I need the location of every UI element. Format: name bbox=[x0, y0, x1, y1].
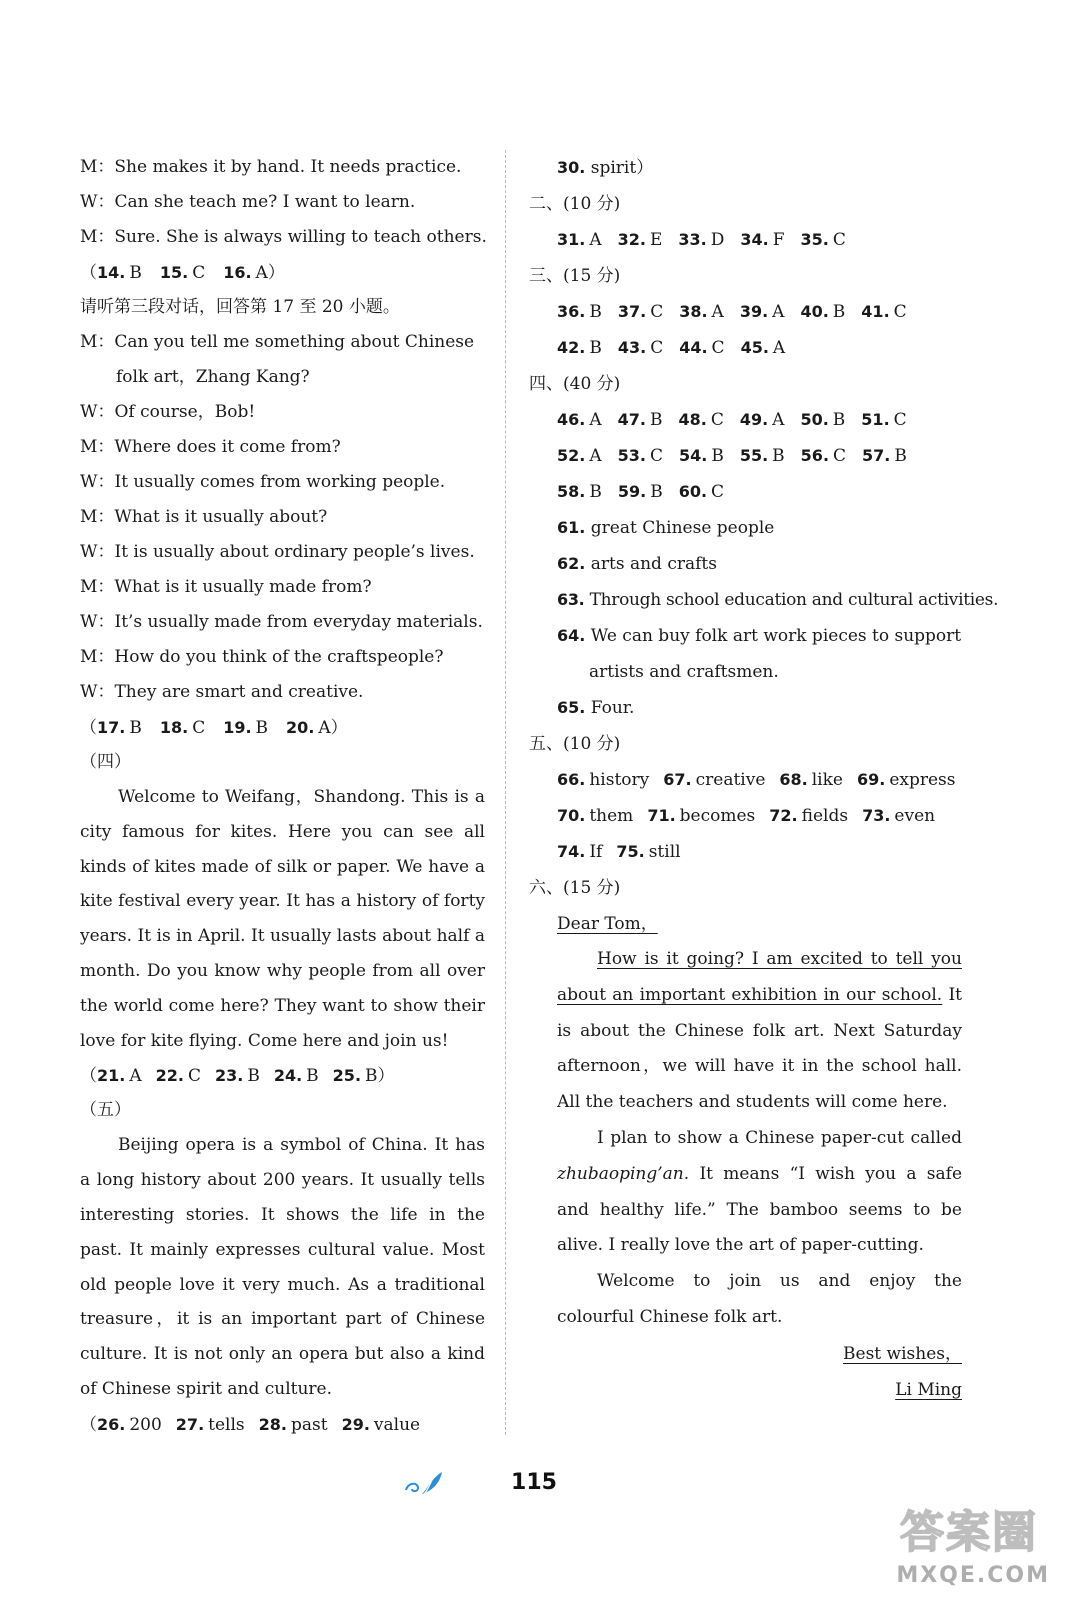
dialog-line-continued: folk art，Zhang Kang? bbox=[116, 367, 310, 387]
answer-number: 19. bbox=[223, 718, 252, 737]
answer-number: 75. bbox=[616, 842, 645, 861]
watermark-url: MXQE.COM bbox=[896, 1563, 1050, 1588]
answer-value: Four. bbox=[590, 698, 635, 718]
answer-number: 67. bbox=[663, 770, 692, 789]
page-footer bbox=[0, 1470, 1068, 1495]
answer-value: C bbox=[893, 302, 907, 322]
answer-item bbox=[286, 710, 348, 746]
answer-value: C bbox=[187, 1066, 201, 1087]
answer-item bbox=[259, 1407, 328, 1443]
answer-paren: （ bbox=[80, 1066, 97, 1087]
answer-number: 47. bbox=[617, 410, 646, 429]
answer-number: 58. bbox=[557, 482, 586, 501]
answer-number: 44. bbox=[679, 338, 708, 357]
letter-paragraph-1 bbox=[557, 942, 962, 1121]
answer-value: them bbox=[589, 806, 634, 826]
answer-value: spirit） bbox=[590, 158, 654, 178]
answer-item bbox=[678, 402, 723, 438]
dialog-line: M：Can you tell me something about Chinese bbox=[80, 332, 475, 352]
answer-item bbox=[861, 294, 906, 330]
answer-value: F bbox=[772, 230, 785, 250]
passage-beijing-opera bbox=[80, 1128, 485, 1406]
answer-number: 40. bbox=[800, 302, 829, 321]
answer-value: B bbox=[129, 718, 142, 738]
answer-value: C bbox=[710, 410, 724, 430]
answer-value: still bbox=[648, 842, 681, 862]
answer-number: 25. bbox=[332, 1066, 362, 1086]
dialog-line: M：Where does it come from? bbox=[80, 437, 341, 457]
answer-item bbox=[801, 438, 846, 474]
answer-value: We can buy folk art work pieces to support bbox=[590, 626, 962, 646]
answer-value: fields bbox=[801, 806, 849, 826]
answer-value: If bbox=[589, 842, 603, 862]
answer-value: C bbox=[832, 230, 846, 250]
answer-number: 49. bbox=[739, 410, 769, 429]
answer-item bbox=[800, 294, 845, 330]
answer-item bbox=[679, 294, 724, 330]
answer-value: C bbox=[833, 446, 847, 466]
answer-number: 52. bbox=[557, 446, 586, 465]
answer-number: 68. bbox=[779, 770, 808, 789]
dialog-block-b bbox=[80, 395, 485, 710]
dialog-line: M：She makes it by hand. It needs practice. bbox=[80, 157, 462, 177]
answer-row-66-69 bbox=[557, 762, 962, 798]
answer-item bbox=[740, 402, 785, 438]
answer-number: 14. bbox=[97, 263, 126, 282]
page-number: 115 bbox=[511, 1470, 557, 1495]
answer-number: 60. bbox=[678, 482, 708, 501]
answer-value: A bbox=[589, 410, 602, 430]
answer-63 bbox=[557, 582, 999, 618]
answer-value: tells bbox=[208, 1414, 245, 1435]
answer-value: B bbox=[649, 410, 663, 430]
answer-item bbox=[80, 255, 142, 291]
answer-number: 42. bbox=[557, 338, 586, 357]
dialog-line: W：It’s usually made from everyday materials. bbox=[80, 612, 483, 632]
answer-number: 64. bbox=[557, 626, 586, 645]
answer-item bbox=[557, 798, 633, 834]
answer-number: 53. bbox=[617, 446, 646, 465]
answer-number: 71. bbox=[647, 806, 676, 825]
answer-number: 18. bbox=[159, 718, 189, 737]
answer-value: great Chinese people bbox=[590, 518, 775, 538]
answer-value: B bbox=[772, 446, 785, 466]
answer-number: 41. bbox=[861, 302, 890, 321]
dialog-block-a bbox=[80, 150, 485, 255]
answer-number: 56. bbox=[800, 446, 830, 465]
answer-number: 70. bbox=[557, 806, 586, 825]
answer-item bbox=[740, 222, 784, 258]
answer-number: 15. bbox=[159, 263, 189, 282]
answer-row-14-16 bbox=[80, 255, 485, 290]
answer-value: C bbox=[192, 263, 206, 283]
answer-number: 23. bbox=[214, 1066, 244, 1086]
signature-text: Li Ming bbox=[895, 1379, 962, 1400]
section-heading-3: 三、(15 分) bbox=[529, 266, 621, 286]
answer-item bbox=[557, 402, 602, 438]
answer-item bbox=[618, 222, 663, 258]
answer-value: A bbox=[772, 302, 785, 322]
dialog-line: W：Of course，Bob! bbox=[80, 402, 256, 422]
answer-item bbox=[557, 294, 602, 330]
answer-row-52-57 bbox=[557, 438, 962, 474]
answer-item bbox=[801, 222, 846, 258]
answer-65 bbox=[557, 690, 962, 726]
paragraph-text: . It means “I wish you a safe and healthy life.” The bamboo seems to be alive. I really love the art of paper-cutting. bbox=[557, 1163, 962, 1256]
answer-item bbox=[740, 294, 785, 330]
answer-number: 51. bbox=[861, 410, 890, 429]
letter-paragraph-2 bbox=[557, 1121, 962, 1264]
letter-greeting bbox=[557, 906, 962, 942]
answer-64-continued: artists and craftsmen. bbox=[589, 662, 779, 682]
left-column bbox=[80, 150, 485, 1442]
underlined-opening: How is it going? I am excited to tell you about an important exhibition in our school. bbox=[557, 949, 962, 1005]
answer-number: 63. bbox=[557, 590, 585, 609]
answer-value: C bbox=[650, 338, 664, 358]
answer-row-36-41 bbox=[557, 294, 962, 330]
answer-value: B bbox=[589, 302, 602, 322]
answer-item bbox=[80, 1407, 162, 1443]
answer-number: 65. bbox=[557, 698, 586, 717]
answer-item bbox=[80, 1058, 142, 1094]
answer-number: 29. bbox=[341, 1414, 370, 1434]
dialog-line: M：What is it usually about? bbox=[80, 507, 328, 527]
answer-value: arts and crafts bbox=[590, 554, 717, 574]
dialog-line: W：Can she teach me? I want to learn. bbox=[80, 192, 416, 212]
answer-item bbox=[618, 330, 663, 366]
answer-value: A bbox=[589, 446, 602, 466]
answer-row-21-25 bbox=[80, 1058, 485, 1093]
answer-item bbox=[557, 438, 602, 474]
answer-value: B bbox=[129, 263, 142, 283]
answer-number: 38. bbox=[679, 302, 708, 321]
dialog-line: W：It usually comes from working people. bbox=[80, 472, 446, 492]
answer-number: 57. bbox=[862, 446, 891, 465]
answer-paren: （ bbox=[80, 1414, 97, 1435]
answer-value: value bbox=[373, 1414, 421, 1435]
answer-number: 32. bbox=[617, 230, 646, 249]
answer-item bbox=[679, 438, 724, 474]
answer-number: 35. bbox=[800, 230, 829, 249]
answer-number: 66. bbox=[557, 770, 586, 789]
answer-item bbox=[740, 438, 785, 474]
answer-value: B bbox=[255, 718, 269, 738]
answer-item bbox=[663, 762, 765, 798]
answer-value: 200 bbox=[129, 1414, 162, 1435]
passage-weifang bbox=[80, 780, 485, 1058]
answer-number: 31. bbox=[557, 230, 586, 249]
answer-item bbox=[80, 710, 142, 746]
answer-value: C bbox=[711, 482, 725, 502]
section-heading-2: 二、(10 分) bbox=[529, 194, 621, 214]
answer-item bbox=[557, 834, 602, 870]
greeting-text: Dear Tom， bbox=[557, 914, 658, 934]
answer-item bbox=[800, 402, 845, 438]
answer-value: B bbox=[832, 410, 846, 430]
answer-number: 55. bbox=[739, 446, 769, 465]
answer-item bbox=[274, 1058, 319, 1094]
answer-item bbox=[678, 222, 724, 258]
answer-number: 39. bbox=[739, 302, 769, 321]
answer-number: 17. bbox=[97, 718, 126, 737]
answer-value: D bbox=[710, 230, 725, 250]
answer-value: past bbox=[290, 1414, 328, 1435]
answer-number: 34. bbox=[740, 230, 769, 249]
answer-item bbox=[215, 1058, 260, 1094]
answer-item bbox=[176, 1407, 245, 1443]
answer-value: Through school education and cultural activities. bbox=[589, 590, 999, 610]
answer-number: 46. bbox=[557, 410, 586, 429]
answer-number: 45. bbox=[740, 338, 769, 357]
answer-item bbox=[557, 762, 649, 798]
answer-item bbox=[618, 402, 663, 438]
letter bbox=[557, 906, 962, 1408]
answer-value: C bbox=[192, 718, 206, 738]
answer-item bbox=[342, 1407, 421, 1443]
answer-64 bbox=[557, 618, 962, 654]
answer-number: 43. bbox=[617, 338, 647, 357]
answer-item bbox=[223, 255, 285, 291]
answer-item bbox=[647, 798, 755, 834]
letter-paragraph-3 bbox=[557, 1264, 962, 1336]
answer-value: creative bbox=[695, 770, 766, 790]
answer-value: E bbox=[649, 230, 663, 250]
closing-text: Best wishes， bbox=[843, 1343, 962, 1364]
answer-row-70-73 bbox=[557, 798, 962, 834]
answer-value: like bbox=[811, 770, 843, 790]
answer-value: C bbox=[711, 338, 725, 358]
answer-number: 33. bbox=[678, 230, 707, 249]
answer-item bbox=[557, 222, 602, 258]
paragraph-text: I plan to show a Chinese paper-cut called bbox=[597, 1127, 962, 1148]
answer-value: B bbox=[711, 446, 724, 466]
answer-value: C bbox=[893, 410, 907, 430]
answer-number: 54. bbox=[678, 446, 708, 465]
paragraph-text: It is about the Chinese folk art. Next Saturday afternoon，we will have it in the school hall. All the teachers and students will come here. bbox=[557, 984, 963, 1113]
answer-number: 28. bbox=[258, 1414, 287, 1434]
dialog-line: M：Sure. She is always willing to teach others. bbox=[80, 227, 487, 247]
answer-value: A bbox=[129, 1066, 142, 1087]
answer-item bbox=[741, 330, 786, 366]
answer-value: B bbox=[832, 302, 846, 322]
answer-item bbox=[557, 474, 602, 510]
answer-number: 16. bbox=[223, 263, 252, 282]
answer-value: B bbox=[589, 338, 602, 358]
answer-value: B） bbox=[365, 1066, 395, 1087]
column-divider bbox=[505, 150, 506, 1435]
answer-item bbox=[160, 710, 205, 746]
answer-item bbox=[223, 710, 268, 746]
answer-value: A bbox=[772, 338, 786, 358]
answer-value: B bbox=[650, 482, 663, 502]
answer-number: 21. bbox=[97, 1066, 126, 1086]
answer-62 bbox=[557, 546, 962, 582]
answer-item bbox=[616, 834, 680, 870]
answer-item bbox=[862, 798, 935, 834]
answer-value: A） bbox=[255, 263, 285, 283]
answer-item bbox=[861, 402, 906, 438]
answer-value: A） bbox=[318, 718, 348, 738]
answer-row-26-29 bbox=[80, 1407, 485, 1442]
answer-row-74-75 bbox=[557, 834, 962, 870]
answer-row-46-51 bbox=[557, 402, 962, 438]
answer-value: C bbox=[650, 302, 664, 322]
answer-number: 59. bbox=[617, 482, 647, 501]
dialog-line: W：It is usually about ordinary people’s lives. bbox=[80, 542, 475, 562]
section-heading-4: （四） bbox=[80, 752, 131, 772]
answer-item bbox=[862, 438, 907, 474]
section-heading-5: 五、(10 分) bbox=[529, 734, 621, 754]
answer-item bbox=[679, 474, 724, 510]
answer-paren: （ bbox=[80, 718, 97, 738]
letter-closing bbox=[557, 1336, 962, 1372]
section-heading-4: 四、(40 分) bbox=[529, 374, 621, 394]
answer-item bbox=[557, 330, 602, 366]
answer-value: B bbox=[589, 482, 602, 502]
answer-number: 22. bbox=[155, 1066, 184, 1086]
answer-value: A bbox=[772, 410, 785, 430]
answer-value: B bbox=[247, 1066, 260, 1087]
answer-number: 37. bbox=[617, 302, 647, 321]
watermark bbox=[870, 1508, 1060, 1594]
paragraph-text: Welcome to join us and enjoy the colourful Chinese folk art. bbox=[557, 1271, 962, 1327]
dialog-line: M：What is it usually made from? bbox=[80, 577, 372, 597]
answer-number: 24. bbox=[273, 1066, 303, 1086]
answer-number: 20. bbox=[286, 718, 315, 737]
answer-value: even bbox=[894, 806, 936, 826]
answer-61 bbox=[557, 510, 962, 546]
answer-value: B bbox=[306, 1066, 319, 1087]
answer-value: express bbox=[889, 770, 956, 790]
answer-row-31-35 bbox=[557, 222, 962, 258]
section-heading-6: 六、(15 分) bbox=[529, 878, 621, 898]
answer-number: 73. bbox=[862, 806, 891, 825]
dialog-line: M：How do you think of the craftspeople? bbox=[80, 647, 444, 667]
answer-number: 36. bbox=[557, 302, 586, 321]
answer-number: 74. bbox=[557, 842, 586, 861]
answer-paren: （ bbox=[80, 263, 97, 283]
answer-row-58-60 bbox=[557, 474, 962, 510]
answer-item bbox=[769, 798, 848, 834]
right-column bbox=[529, 150, 999, 1408]
answer-item bbox=[679, 330, 724, 366]
answer-value: becomes bbox=[679, 806, 756, 826]
dialog-line: W：They are smart and creative. bbox=[80, 682, 364, 702]
listening-instruction: 请听第三段对话，回答第 17 至 20 小题。 bbox=[80, 297, 400, 317]
answer-number: 50. bbox=[800, 410, 829, 429]
answer-number: 26. bbox=[97, 1414, 126, 1434]
answer-row-42-45 bbox=[557, 330, 962, 366]
papercut-name: zhubaoping’an bbox=[557, 1163, 684, 1184]
answer-number: 27. bbox=[175, 1414, 205, 1434]
answer-value: B bbox=[894, 446, 907, 466]
passage-text: Beijing opera is a symbol of China. It has a long history about 200 years. It usually tells interesting stories. It shows the life in the past. It mainly expresses cultural value. Most old people love it very much. As a traditional treasure，it is an important part of Chinese culture. It is not only an opera but also a kind of Chinese spirit and culture. bbox=[80, 1135, 485, 1399]
answer-number: 62. bbox=[557, 554, 586, 573]
letter-signature bbox=[557, 1372, 962, 1408]
answer-item bbox=[857, 762, 956, 798]
answer-item bbox=[618, 438, 663, 474]
answer-item bbox=[618, 294, 663, 330]
answer-30 bbox=[557, 150, 962, 186]
answer-row-17-20 bbox=[80, 710, 485, 745]
answer-item bbox=[156, 1058, 201, 1094]
answer-number: 69. bbox=[856, 770, 886, 789]
watermark-cn: 答案圈 bbox=[900, 1507, 1038, 1558]
answer-item bbox=[160, 255, 205, 291]
answer-value: C bbox=[649, 446, 663, 466]
passage-text: Welcome to Weifang，Shandong. This is a city famous for kites. Here you can see all kinds of kites made of silk or paper. We have a kite festival every year. It has a history of forty years. It is in April. It usually lasts about half a month. Do you know why people from all over the world come here? They want to show their love for kite flying. Come here and join us! bbox=[80, 787, 485, 1051]
section-heading-5: （五） bbox=[80, 1100, 131, 1121]
answer-item bbox=[333, 1058, 395, 1094]
answer-value: A bbox=[711, 302, 724, 322]
answer-number: 61. bbox=[557, 518, 586, 537]
answer-number: 72. bbox=[769, 806, 798, 825]
answer-value: history bbox=[589, 770, 650, 790]
answer-value: A bbox=[589, 230, 602, 250]
answer-item bbox=[779, 762, 843, 798]
answer-item bbox=[618, 474, 663, 510]
answer-number: 30. bbox=[557, 158, 586, 177]
answer-number: 48. bbox=[678, 410, 707, 429]
